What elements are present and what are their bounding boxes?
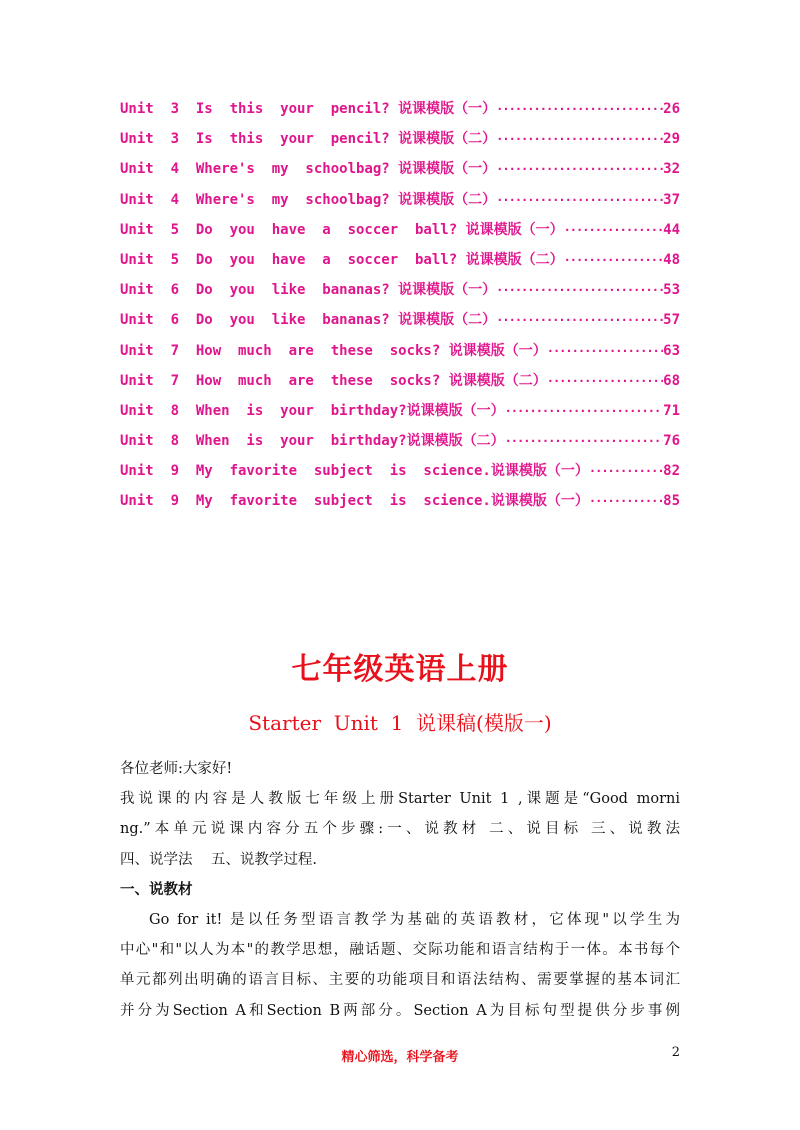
paragraph-line: 中心"和"以人为本"的教学思想，融话题、交际功能和语言结构于一体。本书每个 [120, 942, 680, 959]
toc-leader-dots [564, 219, 664, 241]
toc-entry-page: 53 [663, 282, 680, 299]
toc-entry-page: 57 [663, 312, 680, 329]
toc-entry-title: Unit 9 My favorite subject is science.说课模版（一） [120, 493, 589, 510]
toc-entry-title: Unit 3 Is this your pencil? 说课模版（一） [120, 101, 497, 117]
toc-leader-dots [547, 370, 663, 392]
toc-entry-title: Unit 7 How much are these socks? 说课模版（二） [120, 372, 547, 389]
toc-entry-page: 44 [663, 221, 680, 238]
toc-entry-page: 68 [663, 372, 680, 389]
paragraph-line: 并分为Section A和Section B两部分。Section A为目标句型提供分步事例 [120, 1002, 680, 1019]
toc-leader-dots [505, 400, 664, 422]
toc-leader-dots [496, 98, 663, 120]
toc-entry[interactable] [120, 490, 680, 520]
toc-entry-page: 32 [663, 161, 680, 178]
greeting-line: 各位老师:大家好! [120, 761, 233, 777]
toc-entry-title: Unit 8 When is your birthday?说课模版（二） [120, 433, 505, 450]
intro-line: 四、说学法 五、说教学过程. [120, 851, 318, 868]
intro-line: ng.”本单元说课内容分五个步骤:一、说教材 二、说目标 三、说教法 [120, 821, 680, 838]
toc-entry[interactable] [120, 189, 680, 219]
table-of-contents [120, 98, 680, 521]
body-text [120, 754, 680, 1026]
toc-leader-dots [496, 279, 663, 301]
toc-entry[interactable] [120, 460, 680, 490]
toc-entry-title: Unit 3 Is this your pencil? 说课模版（二） [120, 131, 497, 148]
toc-entry-title: Unit 9 My favorite subject is science.说课模版（一） [120, 463, 589, 480]
toc-entry-title: Unit 7 How much are these socks? 说课模版（一） [120, 342, 547, 359]
toc-entry-page: 71 [663, 402, 680, 419]
toc-entry-page: 85 [663, 493, 680, 510]
intro-line: 我说课的内容是人教版七年级上册Starter Unit 1 ,课题是“Good morni [120, 791, 680, 808]
toc-leader-dots [589, 490, 663, 512]
toc-entry-title: Unit 4 Where's my schoolbag? 说课模版（一） [120, 161, 497, 178]
toc-entry[interactable] [120, 370, 680, 400]
toc-entry-page: 48 [663, 251, 680, 268]
toc-entry-title: Unit 6 Do you like bananas? 说课模版（一） [120, 282, 497, 299]
toc-entry-page: 29 [663, 131, 680, 148]
toc-leader-dots [505, 430, 664, 452]
toc-leader-dots [564, 249, 664, 271]
toc-entry[interactable] [120, 430, 680, 460]
toc-entry-page: 76 [663, 433, 680, 450]
toc-leader-dots [496, 189, 663, 211]
toc-entry[interactable] [120, 98, 680, 128]
toc-entry[interactable] [120, 128, 680, 158]
main-title: 七年级英语上册 [291, 652, 509, 687]
toc-entry-page: 63 [663, 342, 680, 359]
sub-title: Starter Unit 1 说课稿(模版一) [248, 711, 552, 735]
toc-entry[interactable] [120, 400, 680, 430]
toc-entry[interactable] [120, 219, 680, 249]
toc-entry-title: Unit 8 When is your birthday?说课模版（一） [120, 402, 505, 419]
section-heading: 一、说教材 [120, 881, 193, 898]
toc-leader-dots [547, 340, 663, 362]
toc-entry-title: Unit 6 Do you like bananas? 说课模版（二） [120, 312, 497, 329]
toc-entry-page: 37 [663, 191, 680, 208]
page-number: 2 [671, 1045, 680, 1060]
toc-entry[interactable] [120, 158, 680, 188]
paragraph-line: 单元都列出明确的语言目标、主要的功能项目和语法结构、需要掌握的基本词汇 [120, 972, 680, 989]
toc-entry-title: Unit 5 Do you have a soccer ball? 说课模版（二） [120, 251, 564, 268]
toc-entry[interactable] [120, 279, 680, 309]
footer-slogan: 精心筛选，科学备考 [341, 1050, 459, 1065]
paragraph-line: Go for it! 是以任务型语言教学为基础的英语教材，它体现"以学生为 [149, 911, 680, 928]
toc-entry-title: Unit 5 Do you have a soccer ball? 说课模版（一） [120, 221, 564, 238]
toc-entry-title: Unit 4 Where's my schoolbag? 说课模版（二） [120, 191, 497, 208]
toc-entry[interactable] [120, 309, 680, 339]
toc-leader-dots [496, 128, 663, 150]
toc-entry[interactable] [120, 340, 680, 370]
toc-leader-dots [496, 158, 663, 180]
toc-leader-dots [589, 460, 663, 482]
toc-entry[interactable] [120, 249, 680, 279]
toc-entry-page: 82 [663, 463, 680, 480]
toc-leader-dots [496, 309, 663, 331]
toc-entry-page: 26 [663, 101, 680, 117]
